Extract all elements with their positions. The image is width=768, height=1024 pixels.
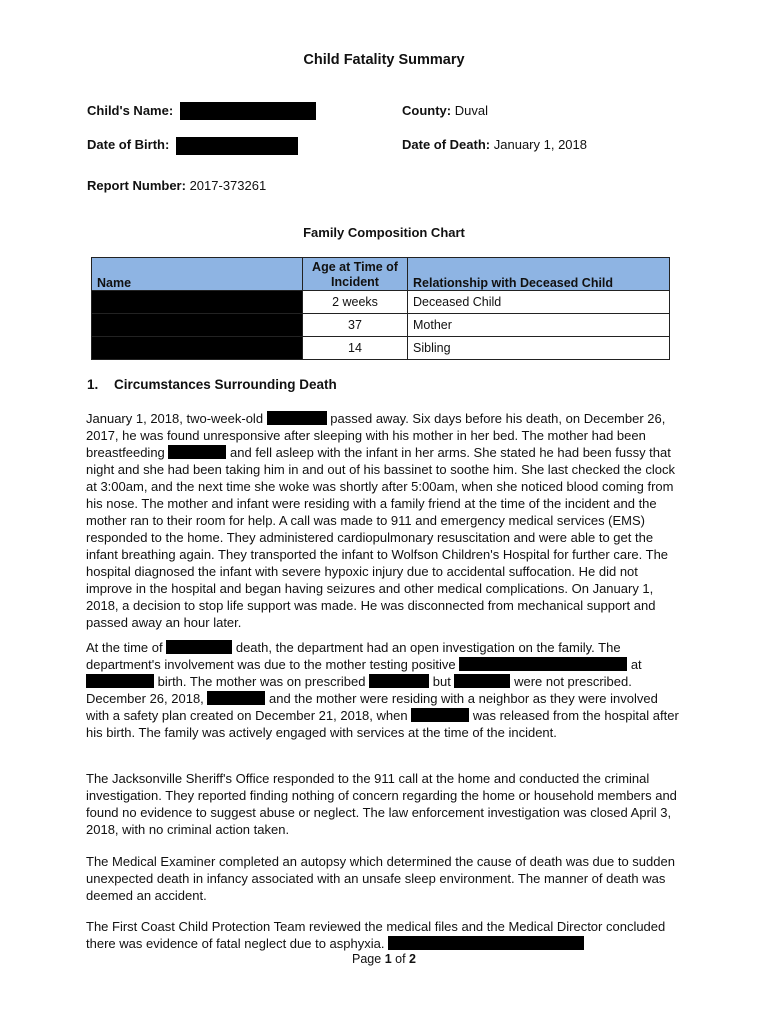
age-cell: 37: [303, 314, 408, 337]
age-cell: 14: [303, 337, 408, 360]
dod-value: January 1, 2018: [493, 137, 587, 152]
redaction-bar: [86, 674, 154, 688]
table-row: [92, 291, 670, 314]
text-run: and fell asleep with the infant in her arms. She stated he had been fussy that night and she had been taking him in and out of his bassinet to soothe him. She last checked the clock at 3:00am, and the next time she woke was shortly after 5:00am, when she noticed blood coming from his nose. The mother and infant were residing with a family friend at the time of the incident and the mother ran to their room for help. A call was made to 911 and emergency medical services (EMS) responded to the home. They administered cardiopulmonary resuscitation and were able to get the infant breathing again. They transported the infant to Wolfson Children's Hospital for further care. The hospital diagnosed the infant with severe hypoxic injury due to accidental suffocation. He did not improve in the hospital and began having seizures and other medical complications. On January 1, 2018, a decision to stop life support was made. He was disconnected from mechanical support and passed away an hour later.: [86, 445, 675, 630]
paragraph-circumstances: [86, 410, 682, 631]
relationship-cell: Mother: [408, 314, 670, 337]
text-run: was released from the hospital after his birth. The family was actively engaged with services at the time of the incident.: [86, 708, 679, 740]
age-cell: 2 weeks: [303, 291, 408, 314]
redaction-bar: [267, 411, 327, 425]
redaction-bar: [454, 674, 510, 688]
redaction-bar: [166, 640, 232, 654]
text-run: at: [630, 657, 642, 672]
relationship-cell: Deceased Child: [408, 291, 670, 314]
county-field: [402, 103, 488, 118]
paragraph-department-involvement: [86, 639, 682, 741]
section-number: 1.: [87, 377, 99, 392]
text-run: and the mother were residing with a neighbor as they were involved with a safety plan created on December 21, 2018, when: [86, 691, 658, 723]
relationship-cell: Sibling: [408, 337, 670, 360]
redaction-bar: [411, 708, 469, 722]
report-value: 2017-373261: [189, 178, 267, 193]
child-name-field: [87, 103, 173, 118]
text-run: January 1, 2018, two-week-old: [86, 411, 264, 426]
county-value: Duval: [454, 103, 488, 118]
name-redaction: [92, 337, 303, 360]
text-run: death, the department had an open investigation on the family. The department's involvement was due to the mother testing positive: [86, 640, 621, 672]
redaction-bar: [388, 936, 584, 950]
child-name-redaction: [180, 102, 316, 120]
redaction-bar: [369, 674, 429, 688]
page-word: Page: [352, 952, 382, 966]
table-header-row: [92, 258, 670, 291]
section-heading: [87, 377, 337, 392]
name-redaction: [92, 291, 303, 314]
text-run: At the time of: [86, 640, 163, 655]
dod-field: [402, 137, 587, 152]
paragraph-child-protection-team: [86, 918, 682, 952]
redaction-bar: [207, 691, 265, 705]
family-composition-table: [91, 257, 670, 360]
child-name-label: Child's Name:: [87, 103, 174, 118]
of-word: of: [395, 952, 406, 966]
header-age: Age at Time of Incident: [303, 258, 408, 291]
family-chart-title: Family Composition Chart: [303, 225, 465, 240]
section-title: Circumstances Surrounding Death: [114, 377, 337, 392]
paragraph-medical-examiner: The Medical Examiner completed an autopsy which determined the cause of death was due to sudden unexpected death in infancy associated with an unsafe sleep environment. The manner of death was deemed an accident.: [86, 854, 675, 903]
text-run: but: [432, 674, 451, 689]
name-redaction: [92, 314, 303, 337]
report-label: Report Number:: [87, 178, 186, 193]
redaction-bar: [459, 657, 627, 671]
page-current: 1: [384, 952, 392, 966]
text-run: were not prescribed. December 26, 2018,: [86, 674, 632, 706]
page-footer: [0, 952, 768, 966]
header-relationship: Relationship with Deceased Child: [408, 258, 670, 291]
dod-label: Date of Death:: [402, 137, 491, 152]
paragraph-sheriff: The Jacksonville Sheriff's Office responded to the 911 call at the home and conducted the criminal investigation. They reported finding nothing of concern regarding the home or household members and found no evidence to suggest abuse or neglect. The law enforcement investigation was closed April 3, 2018, with no criminal action taken.: [86, 771, 677, 837]
text-run: The First Coast Child Protection Team reviewed the medical files and the Medical Director concluded there was evidence of fatal neglect due to asphyxia.: [86, 919, 666, 951]
dob-redaction: [176, 137, 298, 155]
text-run: passed away. Six days before his death, on December 26, 2017, he was found unresponsive after sleeping with his mother in her bed. The mother had been breastfeeding: [86, 411, 666, 460]
document-title: Child Fatality Summary: [303, 52, 465, 68]
county-label: County:: [402, 103, 452, 118]
table-row: [92, 337, 670, 360]
text-run: birth. The mother was on prescribed: [157, 674, 366, 689]
redaction-bar: [168, 445, 226, 459]
dob-field: [87, 137, 169, 152]
report-number-field: [87, 178, 266, 193]
page-total: 2: [409, 952, 416, 966]
dob-label: Date of Birth:: [87, 137, 170, 152]
table-row: [92, 314, 670, 337]
header-name: Name: [92, 258, 303, 291]
